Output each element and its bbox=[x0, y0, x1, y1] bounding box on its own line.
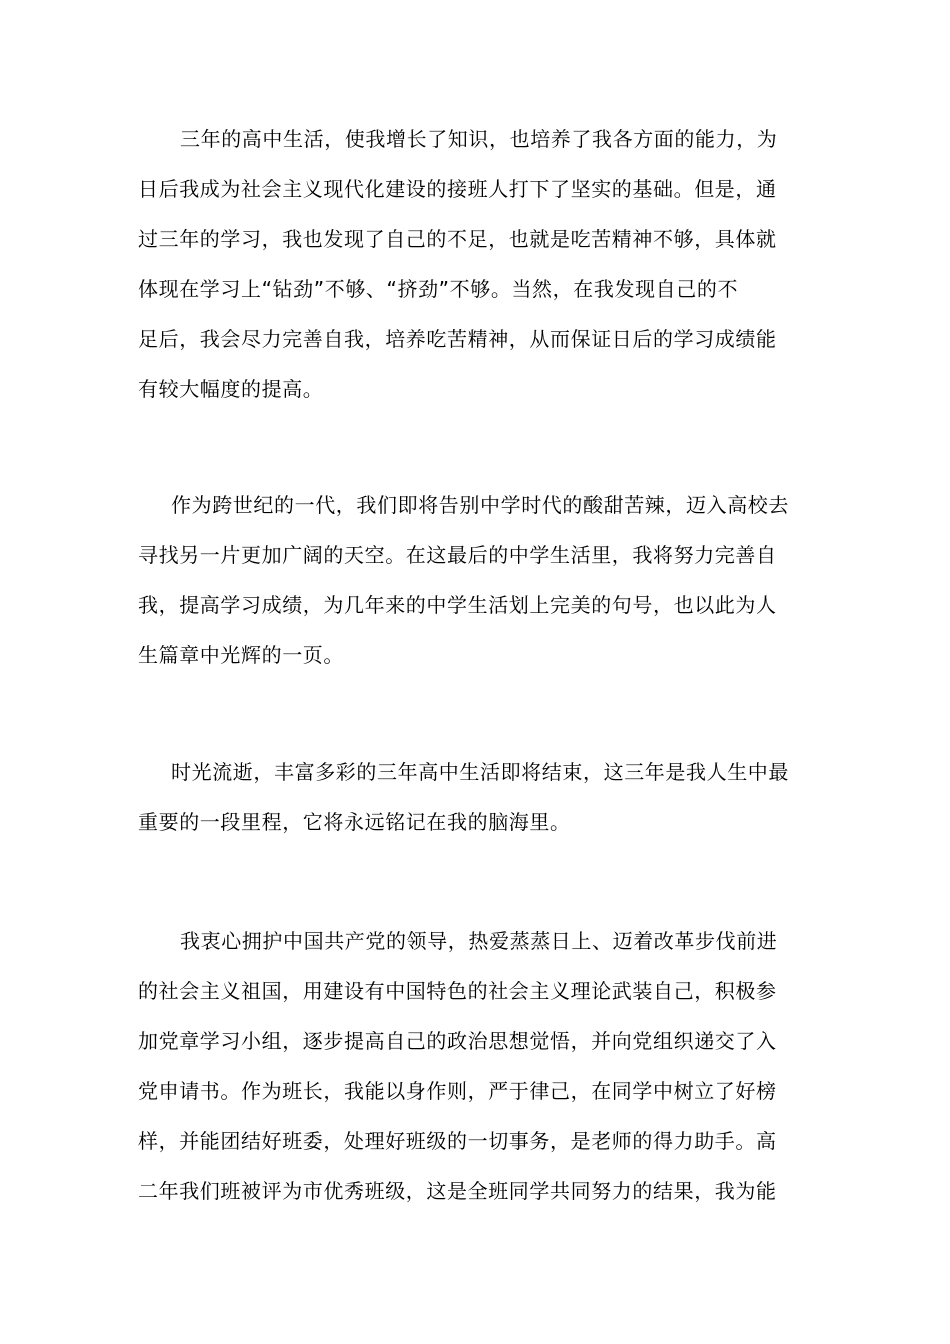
paragraph-political-commitment bbox=[138, 916, 828, 1216]
paragraph-time-passing bbox=[138, 747, 828, 847]
text-line: 的社会主义祖国，用建设有中国特色的社会主义理论武装自己，积极参 bbox=[138, 979, 777, 1003]
text-line: 党申请书。作为班长，我能以身作则，严于律己，在同学中树立了好榜 bbox=[138, 1079, 777, 1103]
text-line: 足后，我会尽力完善自我，培养吃苦精神，从而保证日后的学习成绩能 bbox=[138, 327, 777, 351]
text-line: 寻找另一片更加广阔的天空。在这最后的中学生活里，我将努力完善自 bbox=[138, 543, 777, 567]
text-line: 重要的一段里程，它将永远铭记在我的脑海里。 bbox=[138, 810, 571, 834]
text-line: 生篇章中光辉的一页。 bbox=[138, 643, 344, 667]
paragraph-cross-century-generation bbox=[138, 480, 828, 680]
paragraph-high-school-growth bbox=[138, 114, 828, 414]
text-line: 作为跨世纪的一代，我们即将告别中学时代的酸甜苦辣，迈入高校去 bbox=[171, 493, 789, 517]
text-line: 我衷心拥护中国共产党的领导，热爱蒸蒸日上、迈着改革步伐前进 bbox=[180, 929, 778, 953]
text-line: 时光流逝，丰富多彩的三年高中生活即将结束，这三年是我人生中最 bbox=[171, 760, 789, 784]
text-line: 三年的高中生活，使我增长了知识，也培养了我各方面的能力，为 bbox=[180, 127, 778, 151]
text-line: 过三年的学习，我也发现了自己的不足，也就是吃苦精神不够，具体就 bbox=[138, 227, 777, 251]
text-line: 我，提高学习成绩，为几年来的中学生活划上完美的句号，也以此为人 bbox=[138, 593, 777, 617]
text-line: 加党章学习小组，逐步提高自己的政治思想觉悟，并向党组织递交了入 bbox=[138, 1029, 777, 1053]
text-line: 样，并能团结好班委，处理好班级的一切事务，是老师的得力助手。高 bbox=[138, 1129, 777, 1153]
text-line: 有较大幅度的提高。 bbox=[138, 377, 324, 401]
text-line: 日后我成为社会主义现代化建设的接班人打下了坚实的基础。但是，通 bbox=[138, 177, 777, 201]
text-line: 体现在学习上“钻劲”不够、“挤劲”不够。当然，在我发现自己的不 bbox=[138, 277, 739, 301]
text-line: 二年我们班被评为市优秀班级，这是全班同学共同努力的结果，我为能 bbox=[138, 1179, 777, 1203]
